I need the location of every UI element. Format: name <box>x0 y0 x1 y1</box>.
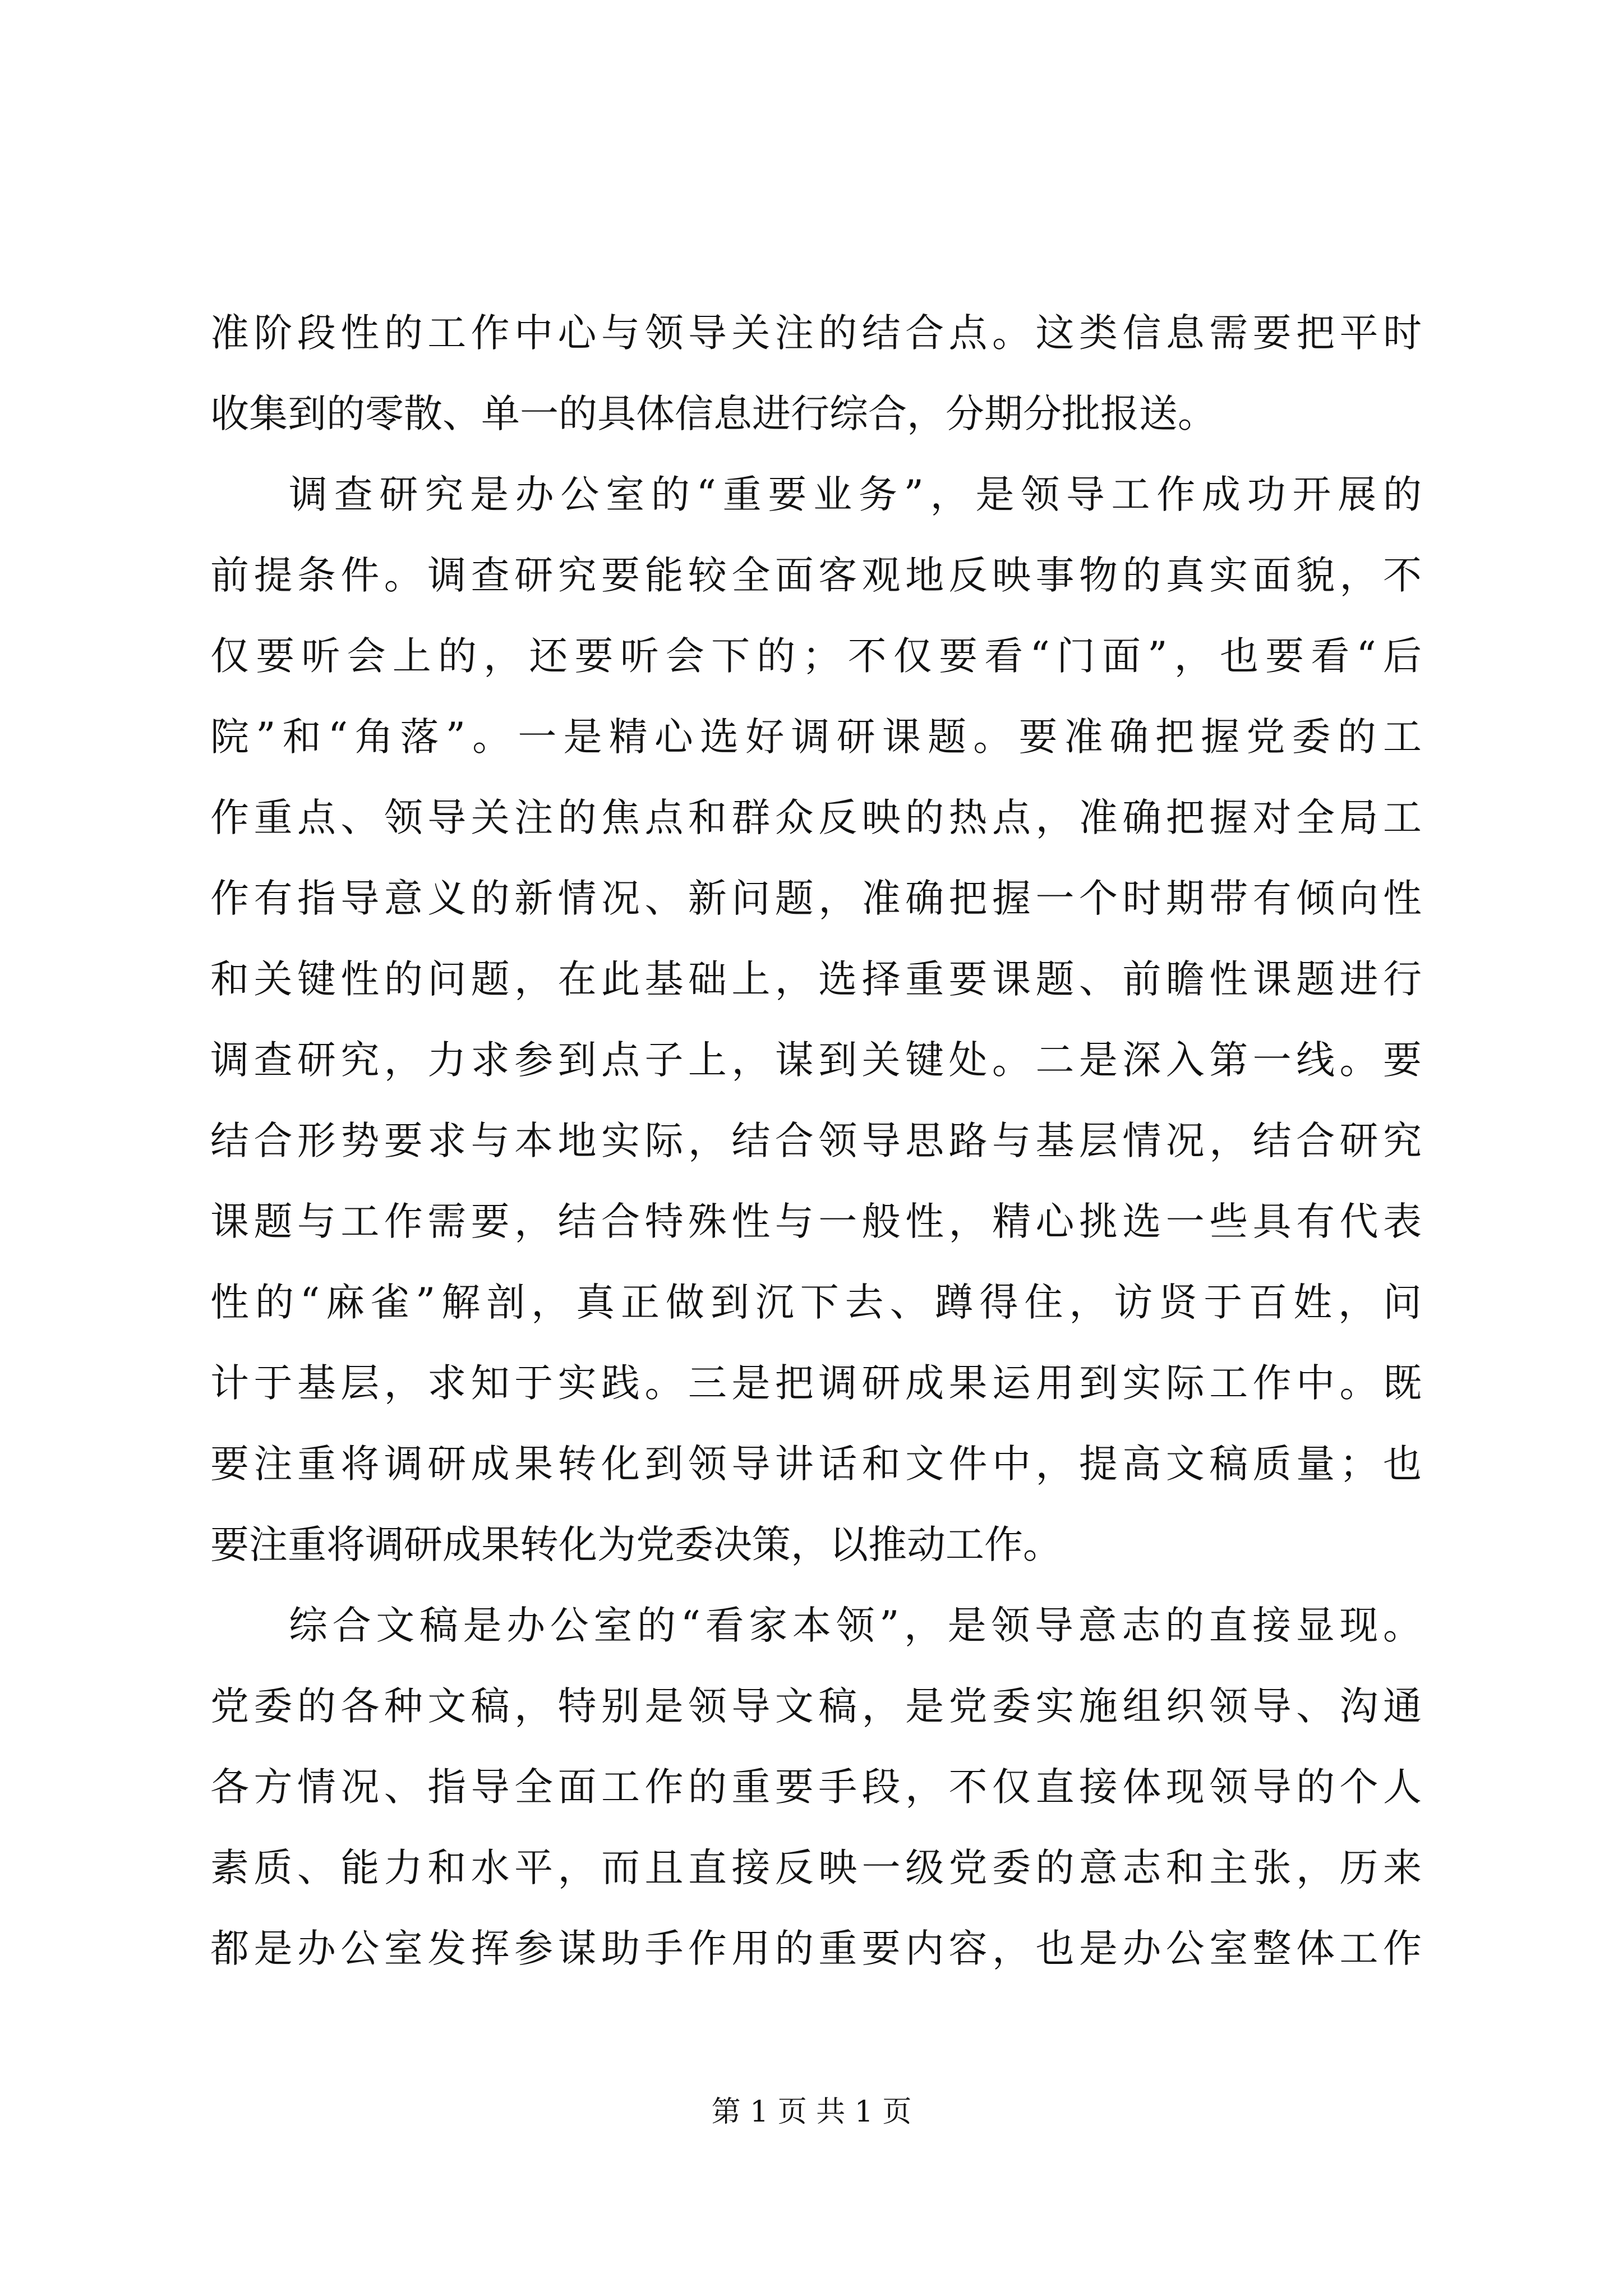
text-line-9: 和关键性的问题，在此基础上，选择重要课题、前瞻性课题进行 <box>210 957 1422 1002</box>
text-line-2: 收集到的零散、单一的具体信息进行综合，分期分批报送。 <box>210 392 1216 436</box>
text-line-3: 调查研究是办公室的“重要业务”，是领导工作成功开展的 <box>289 472 1422 517</box>
text-line-10: 调查研究，力求参到点子上，谋到关键处。二是深入第一线。要 <box>210 1038 1422 1083</box>
text-line-14: 计于基层，求知于实践。三是把调研成果运用到实际工作中。既 <box>210 1361 1422 1406</box>
text-line-12: 课题与工作需要，结合特殊性与一般性，精心挑选一些具有代表 <box>210 1199 1422 1244</box>
text-line-17: 综合文稿是办公室的“看家本领”，是领导意志的直接显现。 <box>289 1603 1422 1648</box>
text-line-7: 作重点、领导关注的焦点和群众反映的热点，准确把握对全局工 <box>210 795 1422 840</box>
text-line-1: 准阶段性的工作中心与领导关注的结合点。这类信息需要把平时 <box>210 311 1422 356</box>
text-line-18: 党委的各种文稿，特别是领导文稿，是党委实施组织领导、沟通 <box>210 1684 1422 1729</box>
text-line-15: 要注重将调研成果转化到领导讲话和文件中，提高文稿质量；也 <box>210 1442 1422 1487</box>
text-line-21: 都是办公室发挥参谋助手作用的重要内容，也是办公室整体工作 <box>210 1926 1422 1971</box>
text-line-4: 前提条件。调查研究要能较全面客观地反映事物的真实面貌，不 <box>210 553 1422 598</box>
text-line-16: 要注重将调研成果转化为党委决策，以推动工作。 <box>210 1522 1062 1567</box>
text-line-19: 各方情况、指导全面工作的重要手段，不仅直接体现领导的个人 <box>210 1765 1422 1810</box>
text-line-11: 结合形势要求与本地实际，结合领导思路与基层情况，结合研究 <box>210 1119 1422 1163</box>
text-line-5: 仅要听会上的，还要听会下的；不仅要看“门面”，也要看“后 <box>210 634 1422 679</box>
page-footer <box>0 2092 1623 2132</box>
text-line-20: 素质、能力和水平，而且直接反映一级党委的意志和主张，历来 <box>210 1846 1422 1890</box>
text-line-8: 作有指导意义的新情况、新问题，准确把握一个时期带有倾向性 <box>210 876 1422 921</box>
text-line-6: 院”和“角落”。一是精心选好调研课题。要准确把握党委的工 <box>210 715 1422 760</box>
text-line-13: 性的“麻雀”解剖，真正做到沉下去、蹲得住，访贤于百姓，问 <box>210 1280 1422 1325</box>
document-body <box>210 293 1422 1989</box>
page-number-label: 第 1 页 共 1 页 <box>711 2095 912 2129</box>
